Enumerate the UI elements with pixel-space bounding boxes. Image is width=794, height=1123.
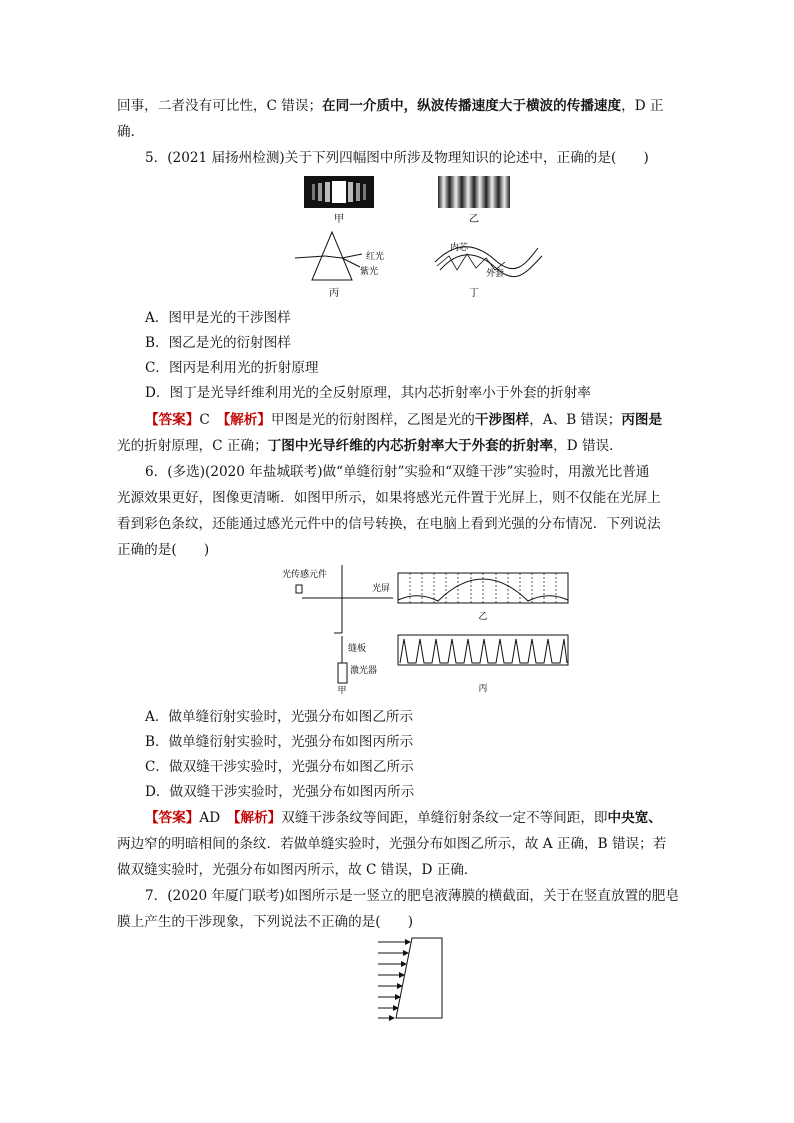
- soap-film-figure: [372, 934, 452, 1024]
- q6-answer-line: 【答案】AD 【解析】双缝干涉条纹等间距，单缝衍射条纹一定不等间距，即中央宽、: [145, 810, 662, 826]
- prism-figure: [295, 232, 362, 280]
- q5-option-d: D．图丁是光导纤维利用光的全反射原理，其内芯折射率小于外套的折射率: [145, 385, 591, 401]
- q5-stem: 5．(2021 届扬州检测)关于下列四幅图中所涉及物理知识的论述中，正确的是( ): [145, 150, 649, 166]
- q6-stem: 正确的是( ): [117, 542, 210, 558]
- fig-label-jia: 甲: [334, 214, 344, 225]
- fig-label-bing: 丙: [478, 684, 488, 694]
- q5-analysis-line: 光的折射原理，C 正确；丁图中光导纤维的内芯折射率大于外套的折射率，D 错误．: [117, 438, 623, 454]
- q6-figure: [278, 563, 578, 698]
- q5-figure: [290, 170, 550, 305]
- fig-label-ding: 丁: [469, 288, 479, 299]
- paragraph-line: 确．: [117, 124, 145, 140]
- diffraction-pattern-figure: [304, 176, 374, 208]
- paragraph-line: 回事，二者没有可比性，C 错误；在同一介质中，纵波传播速度大于横波的传播速度，D 正: [117, 98, 664, 114]
- q6-analysis-line: 做双缝实验时，光强分布如图丙所示，故 C 错误，D 正确．: [117, 862, 478, 878]
- fig-label-jia: 甲: [337, 686, 347, 696]
- q6-option-b: B．做单缝衍射实验时，光强分布如图丙所示: [145, 734, 414, 750]
- label-cladding: 外套: [486, 269, 505, 279]
- q6-stem: 看到彩色条纹，还能通过感光元件中的信号转换，在电脑上看到光强的分布情况．下列说法: [117, 516, 661, 532]
- q5-answer-line: 【答案】C 【解析】甲图是光的衍射图样，乙图是光的干涉图样，A、B 错误；丙图是: [145, 412, 663, 428]
- q5-option-a: A．图甲是光的干涉图样: [145, 310, 291, 326]
- q5-option-c: C．图丙是利用光的折射原理: [145, 360, 319, 376]
- label-laser: 激光器: [350, 666, 378, 676]
- q5-option-b: B．图乙是光的衍射图样: [145, 335, 291, 351]
- q6-stem: 光源效果更好，图像更清晰．如图甲所示，如果将感光元件置于光屏上，则不仅能在光屏上: [117, 490, 661, 506]
- q6-option-a: A．做单缝衍射实验时，光强分布如图乙所示: [145, 709, 414, 725]
- q7-stem: 膜上产生的干涉现象，下列说法不正确的是( ): [117, 914, 414, 930]
- label-red-light: 红光: [366, 252, 385, 262]
- q7-stem: 7．(2020 年厦门联考)如图所示是一竖立的肥皂液薄膜的横截面，关于在竖直放置的肥皂: [145, 888, 679, 904]
- label-core: 内芯: [450, 243, 469, 253]
- fig-label-bing: 丙: [329, 288, 339, 299]
- fig-label-yi: 乙: [478, 612, 488, 622]
- single-slit-intensity-graph: [398, 573, 568, 603]
- q6-option-c: C．做双缝干涉实验时，光强分布如图乙所示: [145, 759, 414, 775]
- q6-stem: 6．(多选)(2020 年盐城联考)做“单缝衍射”实验和“双缝干涉”实验时，用激光比普通: [145, 464, 650, 480]
- label-sensor: 光传感元件: [282, 570, 328, 580]
- interference-pattern-figure: [438, 176, 510, 208]
- q6-analysis-line: 两边窄的明暗相间的条纹．若做单缝实验时，光强分布如图乙所示，故 A 正确，B 错误；若: [117, 836, 667, 852]
- double-slit-intensity-graph: [398, 635, 568, 665]
- fig-label-yi: 乙: [469, 214, 479, 225]
- label-violet-light: 紫光: [360, 267, 379, 277]
- label-slit-plate: 缝板: [348, 644, 367, 654]
- q6-option-d: D．做双缝干涉实验时，光强分布如图丙所示: [145, 784, 415, 800]
- label-screen: 光屏: [372, 584, 391, 594]
